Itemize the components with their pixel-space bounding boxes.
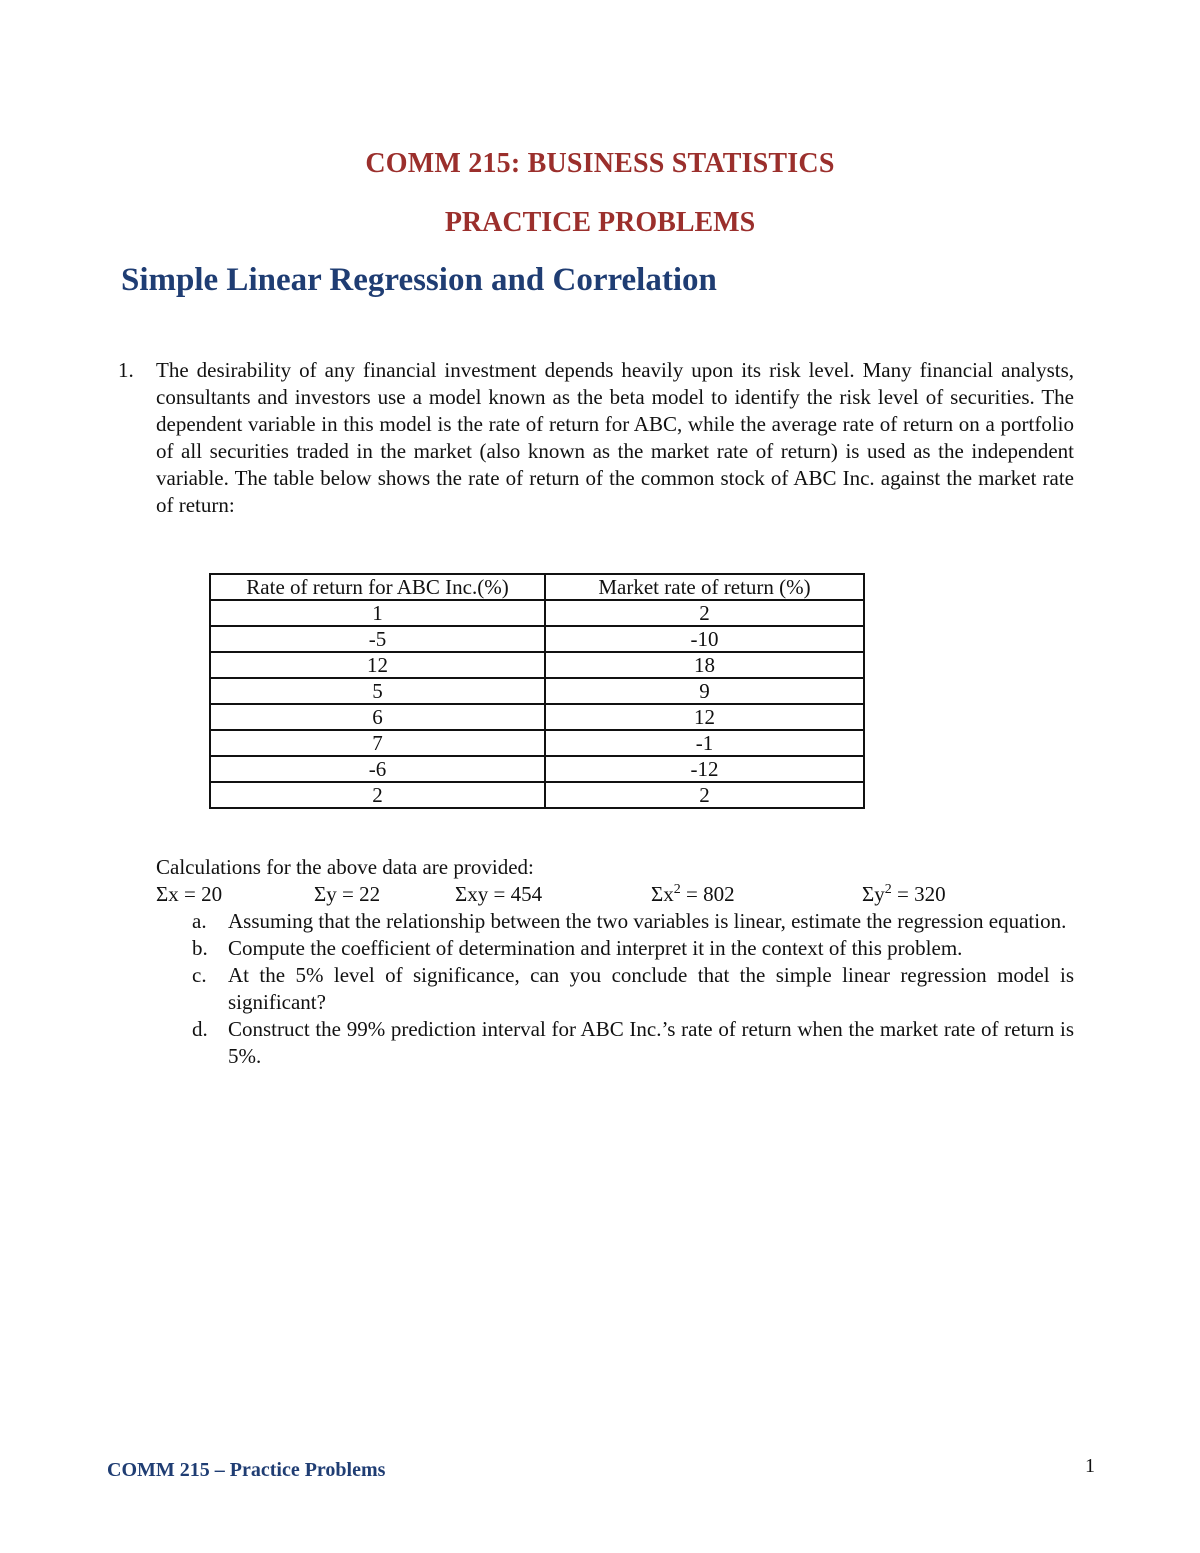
table-cell: -5 [210,626,545,652]
table-cell: 2 [545,600,864,626]
part-letter: c. [192,963,207,987]
table-cell: 5 [210,678,545,704]
table-cell: 12 [210,652,545,678]
table-cell: 18 [545,652,864,678]
column-header-market-return: Market rate of return (%) [545,574,864,600]
table-row [210,626,864,652]
sum-x-squared-base: Σx [651,882,674,906]
sum-x: Σx = 20 [156,882,223,906]
table-cell: 2 [545,782,864,808]
sum-y: Σy = 22 [314,882,381,906]
question-part-c [156,962,1074,1016]
calculations-intro: Calculations for the above data are provided: [156,855,534,879]
summary-sums [156,881,1074,908]
part-letter: a. [192,909,207,933]
sum-x-squared-value: = 802 [680,882,735,906]
problem-number: 1. [118,358,134,382]
table-cell: 9 [545,678,864,704]
part-letter: d. [192,1017,208,1041]
course-title: COMM 215: BUSINESS STATISTICS [365,148,835,179]
column-header-abc-return: Rate of return for ABC Inc.(%) [210,574,545,600]
table-row [210,678,864,704]
sum-xy: Σxy = 454 [455,882,543,906]
question-parts [156,908,1074,1070]
question-part-b [156,935,1074,962]
footer-label: COMM 215 – Practice Problems [107,1459,386,1481]
sum-x-squared [651,881,735,908]
part-text: Assuming that the relationship between the two variables is linear, estimate the regression equation. [228,909,1067,933]
table-row [210,652,864,678]
sum-y-squared [862,881,946,908]
table-row [210,704,864,730]
table-row [210,730,864,756]
section-heading: Simple Linear Regression and Correlation [121,262,717,298]
table-cell: -1 [545,730,864,756]
table-cell: -12 [545,756,864,782]
table-row [210,782,864,808]
table-cell: -6 [210,756,545,782]
sum-y-squared-base: Σy [862,882,885,906]
problem-1 [118,357,1074,519]
sum-x-squared-exponent: 2 [673,882,681,897]
table-header-row [210,574,864,600]
table-cell: 2 [210,782,545,808]
data-table [209,573,865,809]
question-part-a [156,908,1074,935]
sum-y-squared-exponent: 2 [884,882,892,897]
question-part-d [156,1016,1074,1070]
part-text: Compute the coefficient of determination and interpret it in the context of this problem. [228,936,963,960]
document-subtitle: PRACTICE PROBLEMS [444,207,756,238]
problem-text: The desirability of any financial investment depends heavily upon its risk level. Many financial analysts, consultants and investors use a model known as the beta model to identify the risk level of securities. The dependent variable in this model is the rate of return for ABC, while the average rate of return on a portfolio of all securities traded in the market (also known as the market rate of return) is used as the independent variable. The table below shows the rate of return of the common stock of ABC Inc. against the market rate of return: [156,358,1074,517]
table-cell: 6 [210,704,545,730]
table-row [210,756,864,782]
table-row [210,600,864,626]
table-cell: 7 [210,730,545,756]
part-text: At the 5% level of significance, can you conclude that the simple linear regression model is significant? [228,963,1074,1014]
part-letter: b. [192,936,208,960]
table-cell: 12 [545,704,864,730]
part-text: Construct the 99% prediction interval for ABC Inc.’s rate of return when the market rate of return is 5%. [228,1017,1074,1068]
sum-y-squared-value: = 320 [891,882,946,906]
table-cell: -10 [545,626,864,652]
page-number: 1 [1085,1455,1095,1477]
calculations-block [156,854,1074,1070]
table-cell: 1 [210,600,545,626]
